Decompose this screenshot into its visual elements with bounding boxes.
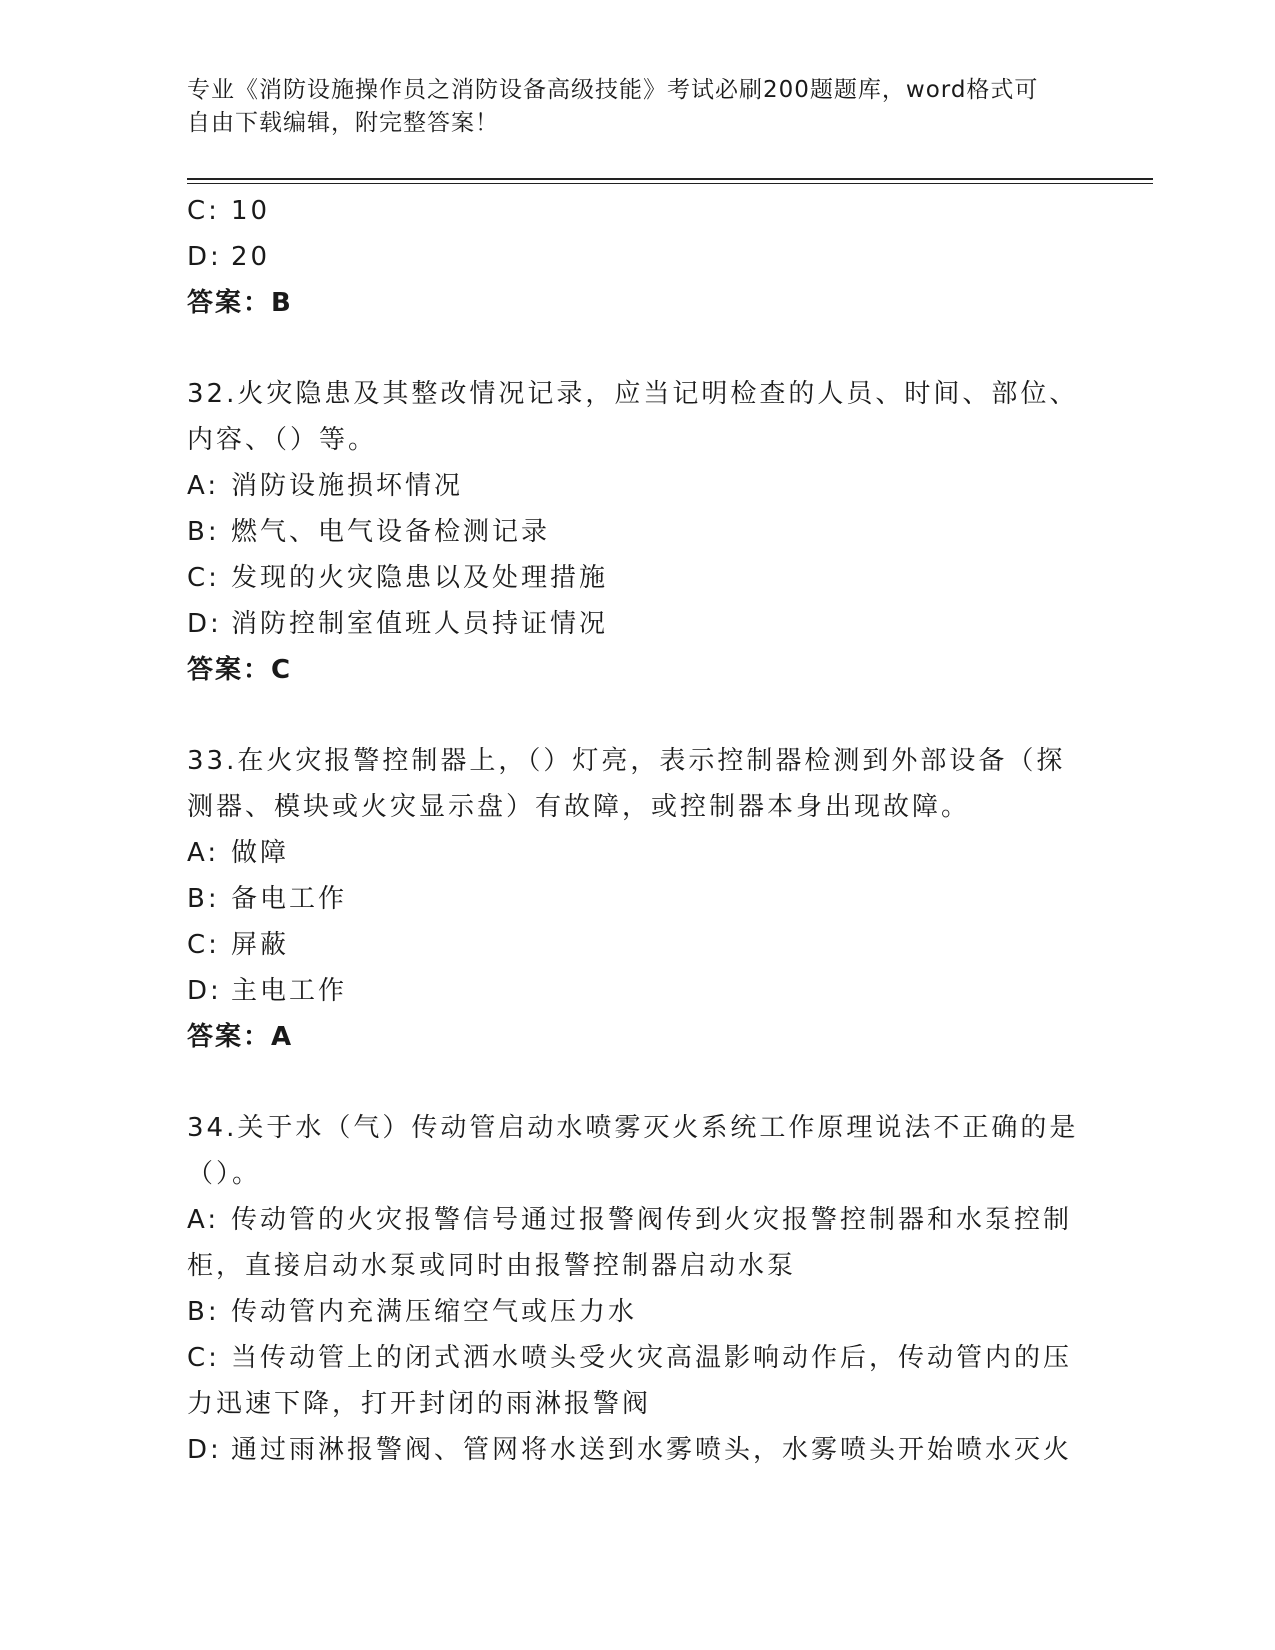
option-a-cont: 柜，直接启动水泵或同时由报警控制器启动水泵: [187, 1251, 797, 1281]
header-line-1: 专业《消防设施操作员之消防设备高级技能》考试必刷200题题库，word格式可: [187, 77, 1039, 103]
question-stem: 32.火灾隐患及其整改情况记录，应当记明检查的人员、时间、部位、: [187, 379, 1079, 409]
question-stem: 34.关于水（气）传动管启动水喷雾灭火系统工作原理说法不正确的是: [187, 1113, 1079, 1143]
option-c: C: 发现的火灾隐患以及处理措施: [187, 563, 609, 593]
question-stem: 33.在火灾报警控制器上，（）灯亮，表示控制器检测到外部设备（探: [187, 746, 1066, 776]
answer-line: 答案：C: [187, 655, 293, 685]
answer-line: 答案：A: [187, 1022, 294, 1052]
option-c: C: 10: [187, 196, 271, 226]
option-d: D: 20: [187, 242, 271, 272]
option-a: A: 做障: [187, 838, 290, 868]
option-b: B: 燃气、电气设备检测记录: [187, 517, 551, 547]
option-d: D: 主电工作: [187, 976, 348, 1006]
answer-line: 答案：B: [187, 288, 293, 318]
option-b: B: 传动管内充满压缩空气或压力水: [187, 1297, 638, 1327]
document-header: [187, 74, 1067, 140]
header-divider-thick: [187, 178, 1153, 180]
option-d: D: 消防控制室值班人员持证情况: [187, 609, 609, 639]
option-c: C: 当传动管上的闭式洒水喷头受火灾高温影响动作后，传动管内的压: [187, 1343, 1073, 1373]
option-c-cont: 力迅速下降，打开封闭的雨淋报警阀: [187, 1389, 652, 1419]
question-list: [187, 188, 1087, 1473]
question-stem-cont: 内容、（）等。: [187, 425, 378, 455]
option-a: A: 消防设施损坏情况: [187, 471, 464, 501]
question-stem-cont: 测器、模块或火灾显示盘）有故障，或控制器本身出现故障。: [187, 792, 971, 822]
option-a: A: 传动管的火灾报警信号通过报警阀传到火灾报警控制器和水泵控制: [187, 1205, 1073, 1235]
option-d: D: 通过雨淋报警阀、管网将水送到水雾喷头，水雾喷头开始喷水灭火: [187, 1435, 1073, 1465]
header-divider-thin: [187, 183, 1153, 184]
header-line-2: 自由下载编辑，附完整答案！: [187, 110, 499, 136]
option-b: B: 备电工作: [187, 884, 348, 914]
option-c: C: 屏蔽: [187, 930, 290, 960]
question-stem-cont: （）。: [187, 1159, 262, 1189]
